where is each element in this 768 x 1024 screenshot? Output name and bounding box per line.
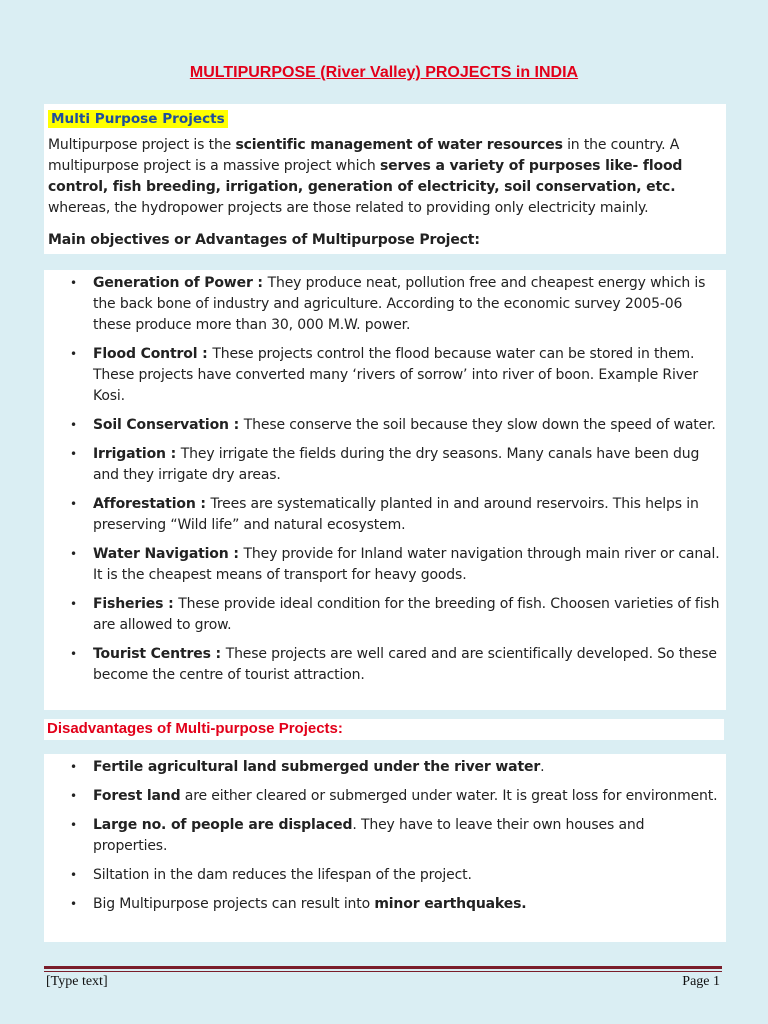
bullet-icon: • (70, 597, 77, 611)
bullet-icon: • (70, 447, 77, 461)
list-item (48, 865, 722, 886)
bullet-icon: • (70, 760, 77, 774)
item-term: Generation of Power : (93, 275, 268, 291)
objectives-heading: Main objectives or Advantages of Multipurpose Project: (48, 232, 480, 248)
bullet-icon: • (70, 418, 77, 432)
bullet-icon: • (70, 789, 77, 803)
item-text: They provide for Inland water navigation through main river or canal. It is the cheapest means of transport for heavy goods. (93, 546, 720, 583)
item-term: Water Navigation : (93, 546, 244, 562)
footer-rule-thin (44, 971, 722, 972)
item-term: Tourist Centres : (93, 646, 226, 662)
item-text: These provide ideal condition for the breeding of fish. Choosen varieties of fish are allowed to grow. (93, 596, 720, 633)
list-item (48, 815, 722, 857)
section-heading-multipurpose: Multi Purpose Projects (48, 110, 228, 128)
bullet-icon: • (70, 897, 77, 911)
footer-placeholder-text[interactable]: [Type text] (46, 974, 108, 989)
list-item (48, 894, 722, 915)
bullet-icon: • (70, 276, 77, 290)
intro-bold-2: serves a variety of purposes like- flood control, fish breeding, irrigation, generation of electricity, soil conservation, etc. (48, 158, 683, 195)
list-item (48, 494, 722, 536)
disadvantages-heading-bar (44, 719, 724, 740)
item-term: Fisheries : (93, 596, 179, 612)
item-post: . (540, 759, 545, 775)
item-text: They produce neat, pollution free and cheapest energy which is the back bone of industry and agriculture. According to the economic survey 2005-06 these produce more than 30, 000 M.W. power. (93, 275, 706, 333)
intro-paragraph (48, 135, 722, 219)
bullet-icon: • (70, 347, 77, 361)
footer-rule-thick (44, 966, 722, 969)
intro-section (44, 104, 726, 254)
item-bold: minor earthquakes. (374, 896, 527, 912)
disadvantages-list (48, 757, 722, 915)
item-term: Afforestation : (93, 496, 211, 512)
list-item (48, 415, 722, 436)
list-item (48, 786, 722, 807)
page-number: Page 1 (682, 974, 720, 989)
item-pre: Siltation in the dam reduces the lifespan of the project. (93, 867, 472, 883)
item-term: Flood Control : (93, 346, 213, 362)
item-text: They irrigate the fields during the dry seasons. Many canals have been dug and they irrigate dry areas. (93, 446, 700, 483)
advantages-list (48, 273, 722, 686)
item-term: Irrigation : (93, 446, 181, 462)
item-text: These conserve the soil because they slow down the speed of water. (243, 417, 716, 433)
disadvantages-heading: Disadvantages of Multi-purpose Projects: (47, 720, 343, 737)
item-pre: Big Multipurpose projects can result into (93, 896, 375, 912)
list-item (48, 344, 722, 407)
list-item (48, 544, 722, 586)
intro-text-1: Multipurpose project is the (48, 137, 236, 153)
intro-text-3: whereas, the hydropower projects are those related to providing only electricity mainly. (48, 200, 649, 216)
list-item (48, 644, 722, 686)
item-post: . They have to leave their own houses and properties. (93, 817, 645, 854)
bullet-icon: • (70, 547, 77, 561)
item-bold: Large no. of people are displaced (93, 817, 353, 833)
item-post: are either cleared or submerged under water. It is great loss for environment. (180, 788, 718, 804)
item-text: These projects control the flood because water can be stored in them. These projects have converted many ‘rivers of sorrow’ into river of boon. Example River Kosi. (93, 346, 698, 404)
list-item (48, 444, 722, 486)
page-title: MULTIPURPOSE (River Valley) PROJECTS in INDIA (189, 64, 579, 81)
bullet-icon: • (70, 868, 77, 882)
list-item (48, 594, 722, 636)
item-bold: Fertile agricultural land submerged under the river water (93, 759, 541, 775)
bullet-icon: • (70, 497, 77, 511)
list-item (48, 757, 722, 778)
intro-text-2: in the country. A multipurpose project is a massive project which (48, 137, 680, 174)
item-text: Trees are systematically planted in and around reservoirs. This helps in preserving “Wild life” and natural ecosystem. (93, 496, 699, 533)
item-bold: Forest land (93, 788, 181, 804)
list-item (48, 273, 722, 336)
bullet-icon: • (70, 647, 77, 661)
disadvantages-section (44, 754, 726, 942)
item-text: These projects are well cared and are scientifically developed. So these become the centre of tourist attraction. (93, 646, 717, 683)
advantages-section (44, 270, 726, 710)
item-term: Soil Conservation : (93, 417, 244, 433)
bullet-icon: • (70, 818, 77, 832)
intro-bold-1: scientific management of water resources (235, 137, 563, 153)
